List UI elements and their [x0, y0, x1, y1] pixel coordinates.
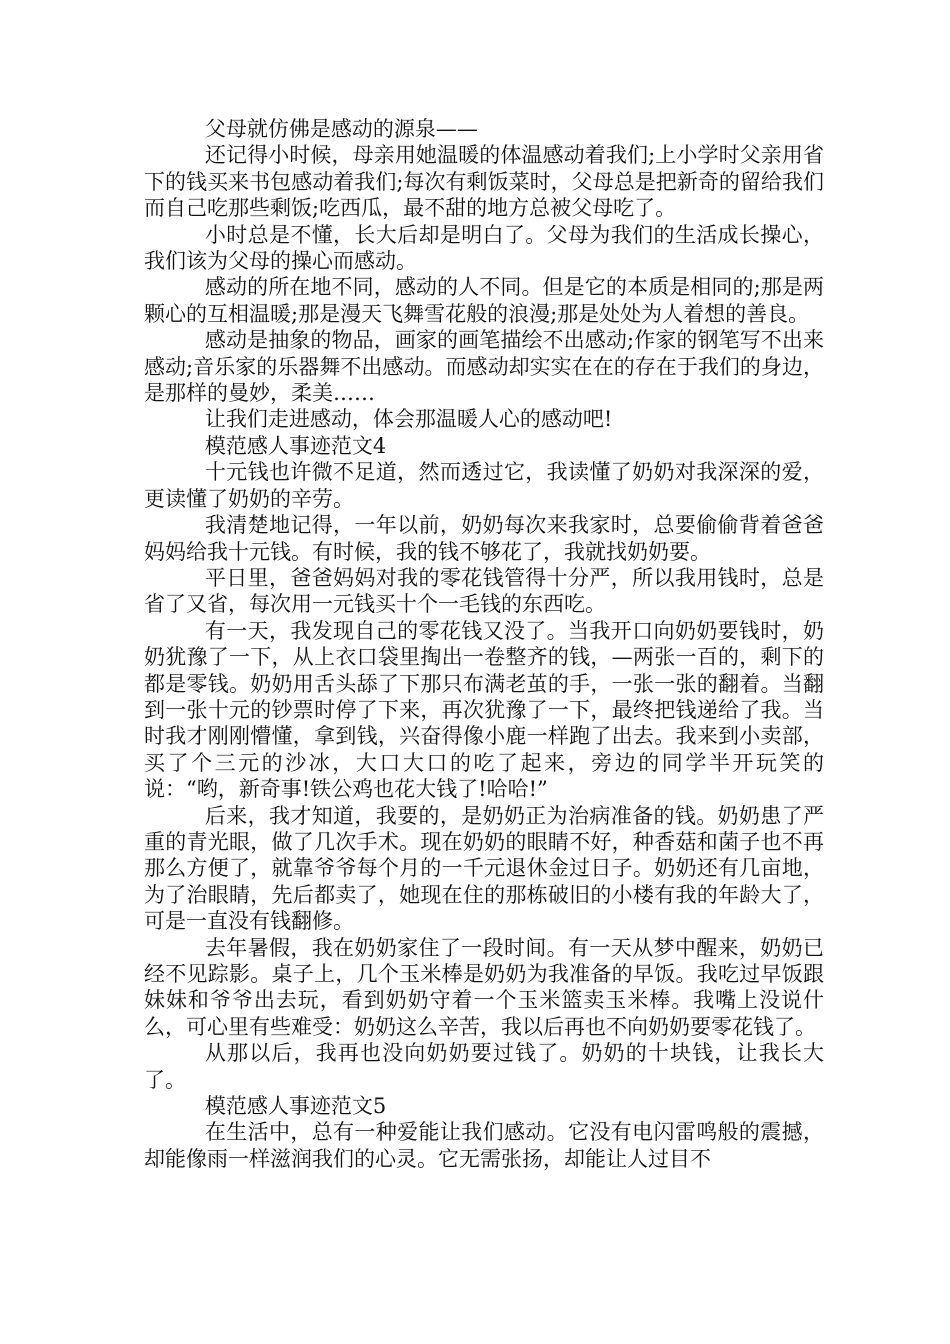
paragraph: 有一天，我发现自己的零花钱又没了。当我开口向奶奶要钱时，奶奶犹豫了一下，从上衣口袋里掏出一卷整齐的钱，—两张一百的，剩下的都是零钱。奶奶用舌头舔了下那只布满老茧的手，一张一张的翻着。当翻到一张十元的钞票时停了下来，再次犹豫了一下，最终把钱递给了我。当时我才刚刚懵懂，拿到钱，兴奋得像小鹿一样跑了出去。我来到小卖部，买了个三元的沙冰，大口大口的吃了起来，旁边的同学半开玩笑的说：“哟，新奇事!铁公鸡也花大钱了!哈哈!”: [144, 618, 824, 802]
document-body: [144, 116, 824, 1172]
paragraph: 让我们走进感动，体会那温暖人心的感动吧!: [204, 407, 613, 432]
paragraph: 在生活中，总有一种爱能让我们感动。它没有电闪雷鸣般的震撼，却能像雨一样滋润我们的心灵。它无需张扬，却能让人过目不: [144, 1120, 824, 1171]
paragraph: 我清楚地记得，一年以前，奶奶每次来我家时，总要偷偷背着爸爸妈妈给我十元钱。有时候，我的钱不够花了，我就找奶奶要。: [144, 513, 824, 564]
paragraph: 感动是抽象的物品，画家的画笔描绘不出感动;作家的钢笔写不出来感动;音乐家的乐器舞不出感动。而感动却实实在在的存在于我们的身边，是那样的曼妙，柔美……: [144, 328, 824, 406]
paragraph: 小时总是不懂，长大后却是明白了。父母为我们的生活成长操心，我们该为父母的操心而感动。: [144, 222, 824, 274]
paragraph: 去年暑假，我在奶奶家住了一段时间。有一天从梦中醒来，奶奶已经不见踪影。桌子上，几个玉米棒是奶奶为我准备的早饭。我吃过早饭跟妹妹和爷爷出去玩，看到奶奶守着一个玉米篮卖玉米棒。我嘴上没说什么，可心里有些难受：奶奶这么辛苦，我以后再也不向奶奶要零花钱了。: [144, 935, 824, 1039]
section-heading: 模范感人事迹范文5: [204, 1094, 387, 1119]
paragraph: 感动的所在地不同，感动的人不同。但是它的本质是相同的;那是两颗心的互相温暖;那是漫天飞舞雪花般的浪漫;那是处处为人着想的善良。: [144, 275, 824, 326]
paragraph: 父母就仿佛是感动的源泉——: [204, 117, 478, 141]
paragraph: 还记得小时候，母亲用她温暖的体温感动着我们;上小学时父亲用省下的钱买来书包感动着我们;每次有剩饭菜时，父母总是把新奇的留给我们而自己吃那些剩饭;吃西瓜，最不甜的地方总被父母吃了。: [144, 143, 824, 221]
paragraph: 后来，我才知道，我要的，是奶奶正为治病准备的钱。奶奶患了严重的青光眼，做了几次手术。现在奶奶的眼睛不好，种香菇和菌子也不再那么方便了，就靠爷爷每个月的一千元退休金过日子。奶奶还有几亩地，为了治眼睛，先后都卖了，她现在住的那栋破旧的小楼有我的年龄大了，可是一直没有钱翻修。: [144, 803, 824, 934]
paragraph: 十元钱也许微不足道，然而透过它，我读懂了奶奶对我深深的爱，更读懂了奶奶的辛劳。: [144, 460, 824, 511]
paragraph: 从那以后，我再也没向奶奶要过钱了。奶奶的十块钱，让我长大了。: [144, 1041, 824, 1092]
section-heading: 模范感人事迹范文4: [204, 433, 387, 458]
paragraph: 平日里，爸爸妈妈对我的零花钱管得十分严，所以我用钱时，总是省了又省，每次用一元钱买十个一毛钱的东西吃。: [144, 565, 824, 617]
